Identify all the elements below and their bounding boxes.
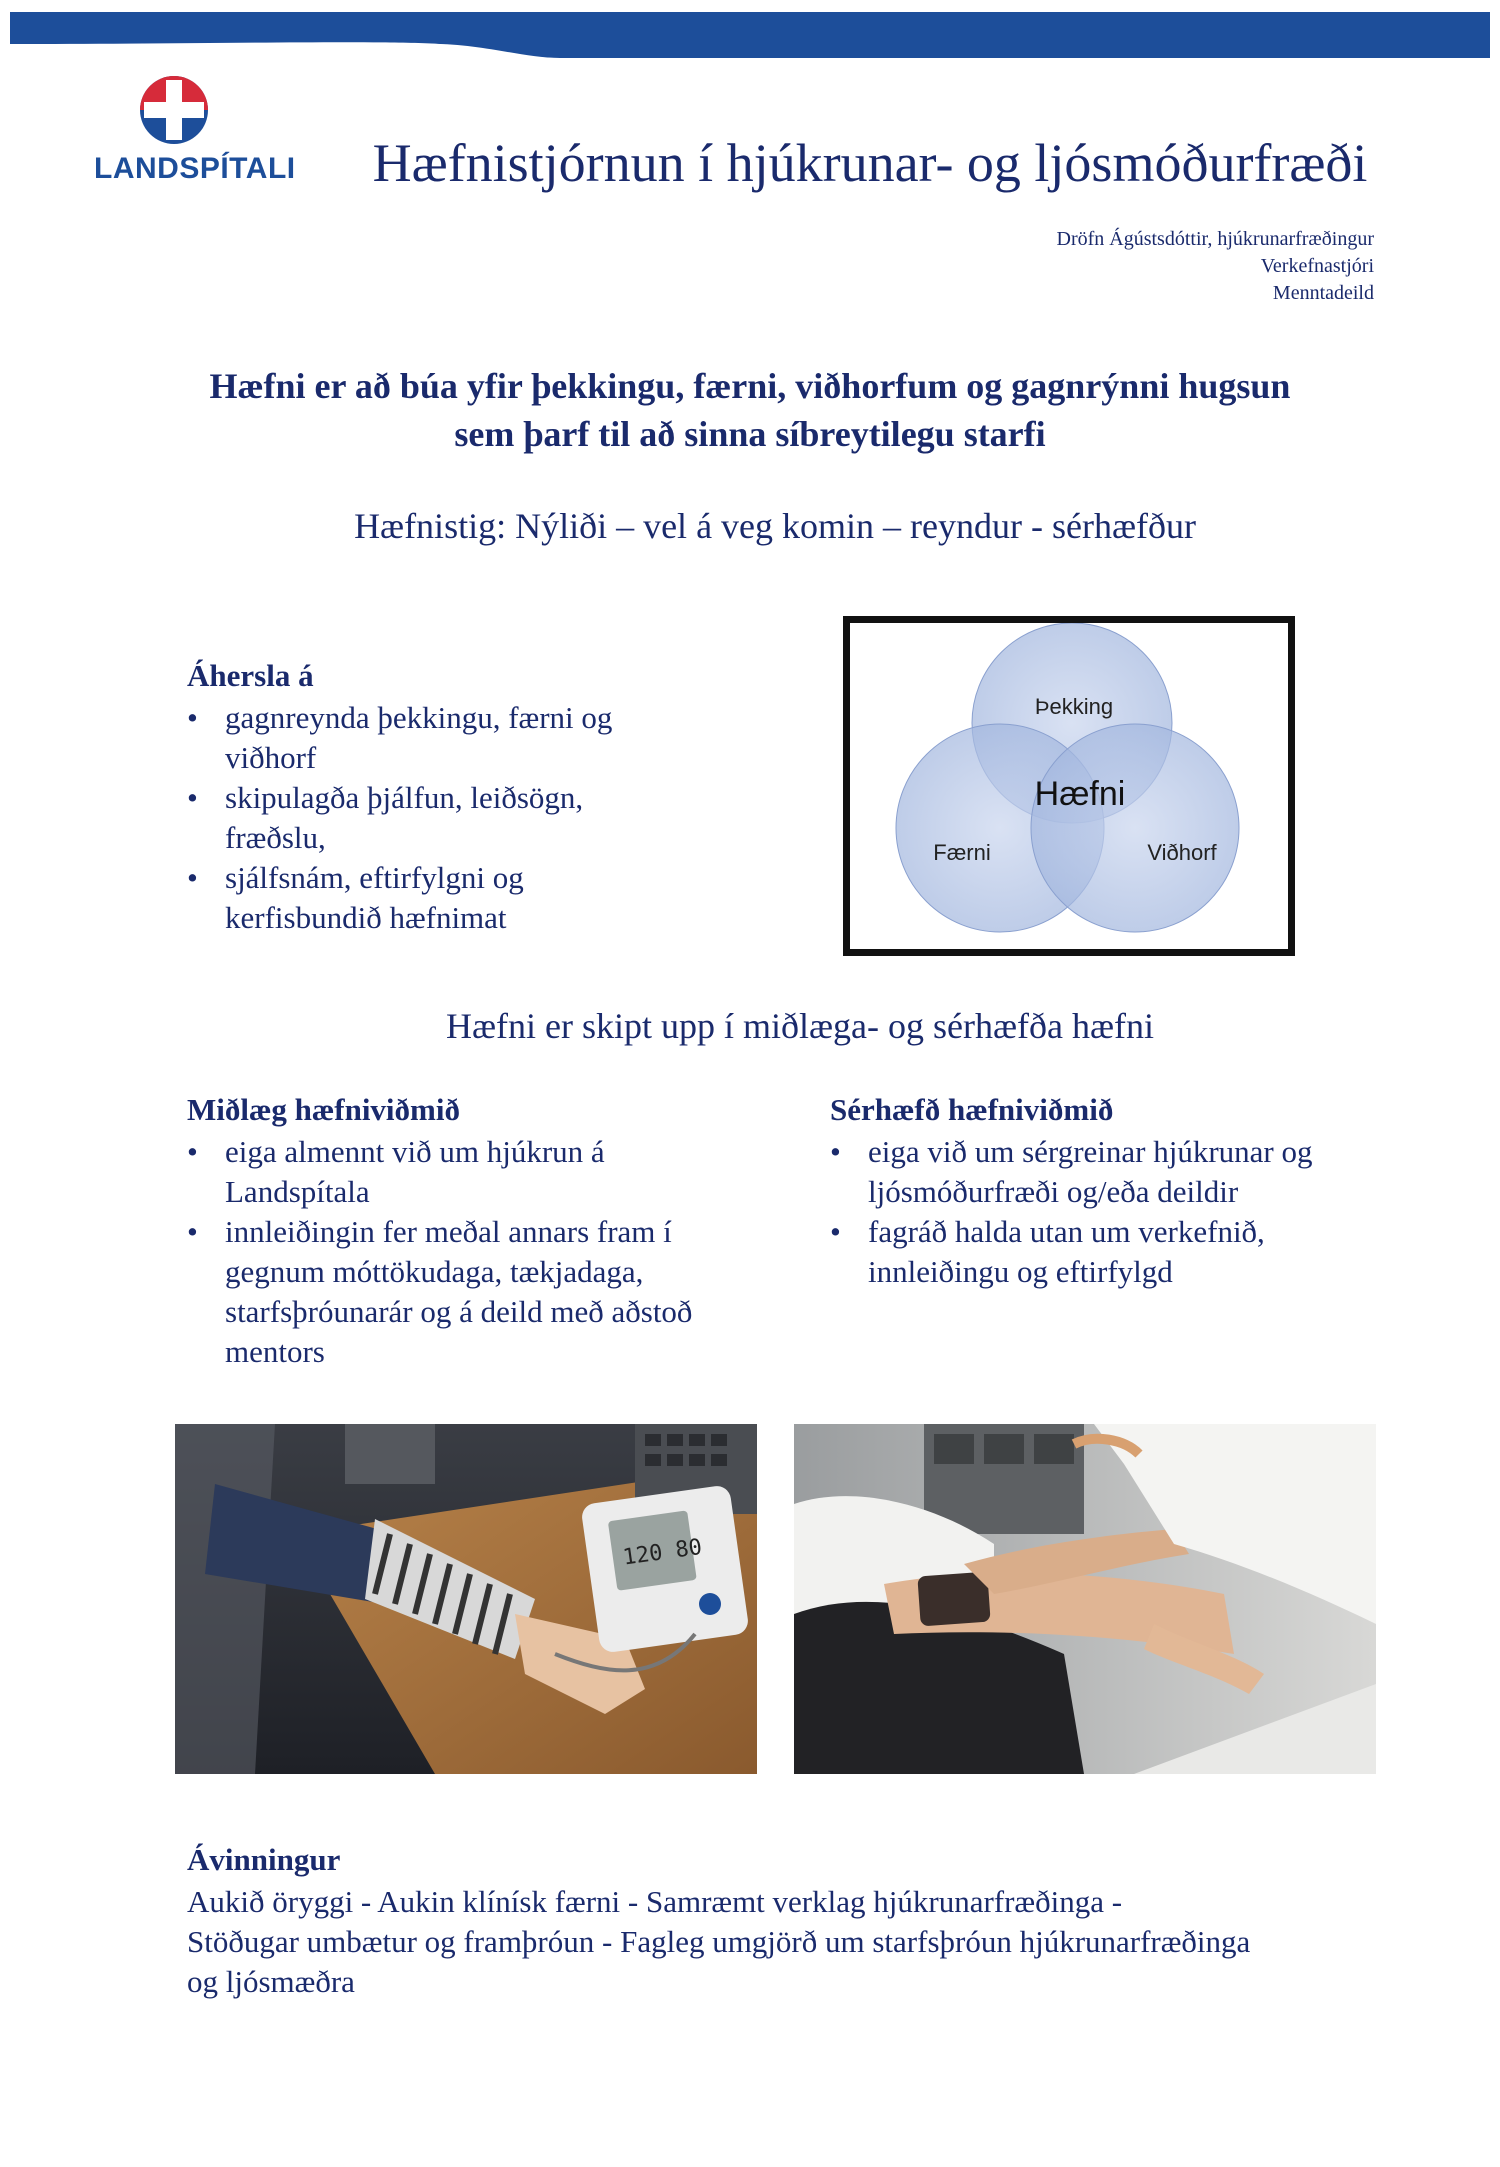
list-item: • eiga við um sérgreinar hjúkrunar og ljósmóðurfræði og/eða deildir — [830, 1132, 1390, 1212]
author-name: Dröfn Ágústsdóttir, hjúkrunarfræðingur — [1056, 228, 1374, 250]
emphasis-section — [187, 658, 667, 938]
logo-text: LANDSPÍTALI — [94, 152, 296, 185]
venn-svg — [850, 623, 1288, 949]
benefits-line-1: Aukið öryggi - Aukin klínísk færni - Samræmt verklag hjúkrunarfræðinga - — [187, 1884, 1123, 1919]
author-department: Menntadeild — [1272, 282, 1374, 304]
specialized-list — [830, 1132, 1390, 1292]
poster-title: Hæfnistjórnun í hjúkrunar- og ljósmóðurfræði — [372, 133, 1368, 193]
central-heading: Miðlæg hæfniviðmið — [187, 1092, 460, 1127]
venn-label-right: Viðhorf — [1147, 840, 1217, 865]
emphasis-list — [187, 698, 667, 938]
definition-line-1: Hæfni er að búa yfir þekkingu, færni, viðhorfum og gagnrýnni hugsun — [209, 366, 1291, 406]
specialized-heading: Sérhæfð hæfniviðmið — [830, 1092, 1114, 1127]
venn-circle-right — [1031, 724, 1239, 932]
list-item: • sjálfsnám, eftirfylgni og kerfisbundið hæfnimat — [187, 858, 667, 938]
central-list — [187, 1132, 747, 1372]
split-heading: Hæfni er skipt upp í miðlæga- og sérhæfða hæfni — [446, 1006, 1154, 1046]
definition-line-2: sem þarf til að sinna síbreytilegu starfi — [454, 414, 1046, 454]
venn-label-left: Færni — [933, 840, 991, 865]
venn-diagram — [843, 616, 1295, 956]
list-item: • eiga almennt við um hjúkrun á Landspítala — [187, 1132, 747, 1212]
top-banner — [0, 0, 1500, 70]
emphasis-heading: Áhersla á — [187, 658, 314, 693]
list-item: • gagnreynda þekkingu, færni og viðhorf — [187, 698, 667, 778]
benefits-text — [187, 1882, 1387, 2002]
benefits-line-2: Stöðugar umbætur og framþróun - Fagleg umgjörð um starfsþróun hjúkrunarfræðinga — [187, 1924, 1251, 1959]
venn-label-center: Hæfni — [1034, 775, 1126, 813]
photo-blood-pressure-bed — [794, 1424, 1376, 1774]
monitor-display: 120 80 — [621, 1534, 704, 1571]
photo-blood-pressure-desk — [175, 1424, 757, 1774]
list-item: • skipulagða þjálfun, leiðsögn, fræðslu, — [187, 778, 667, 858]
benefits-heading: Ávinningur — [187, 1842, 341, 1877]
list-item: • innleiðingin fer meðal annars fram í gegnum móttökudaga, tækjadaga, starfsþróunarár og á deild með aðstoð mentors — [187, 1212, 747, 1372]
benefits-line-3: og ljósmæðra — [187, 1964, 355, 1999]
competence-levels: Hæfnistig: Nýliði – vel á veg komin – reyndur - sérhæfður — [354, 506, 1196, 546]
competence-definition — [150, 362, 1350, 458]
central-section — [187, 1092, 747, 1372]
specialized-section — [830, 1092, 1390, 1292]
list-item: • fagráð halda utan um verkefnið, innleiðingu og eftirfylgd — [830, 1212, 1390, 1292]
author-role: Verkefnastjóri — [1260, 255, 1374, 277]
venn-label-top: Þekking — [1034, 694, 1114, 719]
